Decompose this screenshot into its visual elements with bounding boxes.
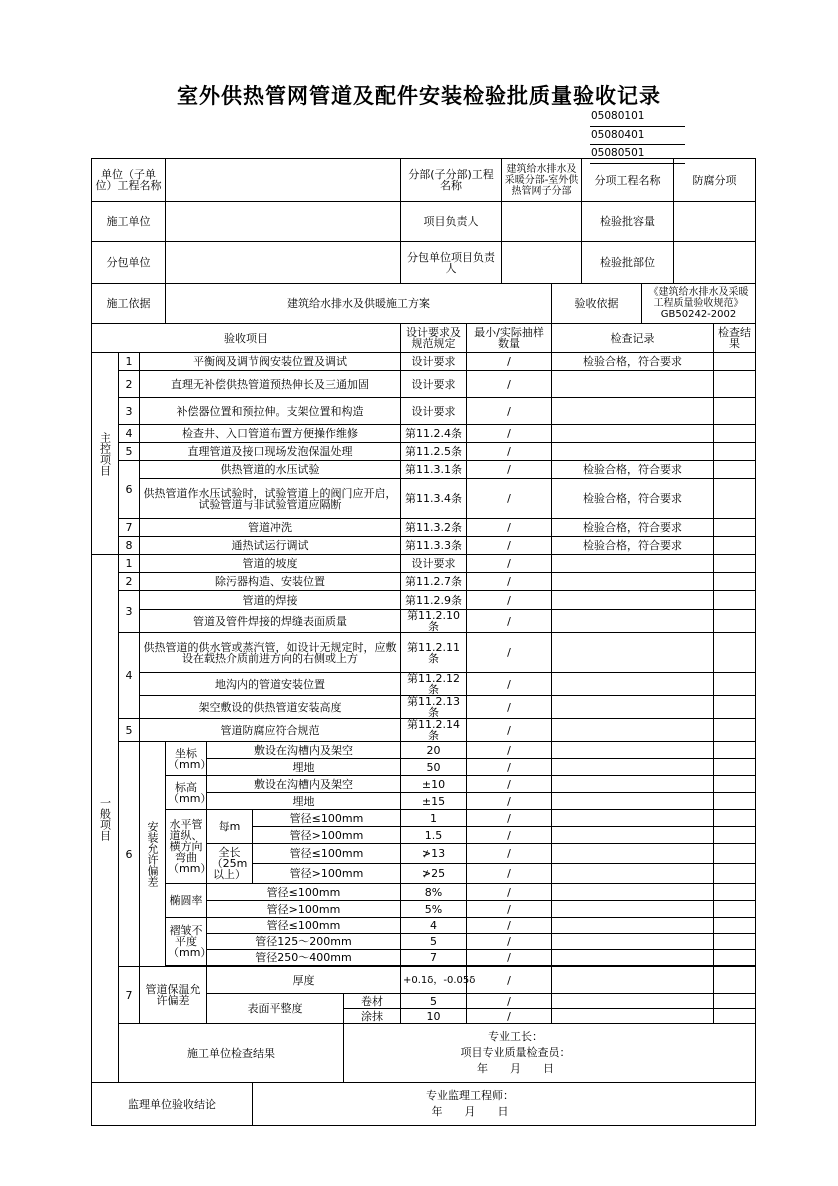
- thickness-req: +0.1δ，-0.05δ: [401, 967, 467, 994]
- dev-sample[interactable]: /: [467, 776, 552, 793]
- item-text: 管道的坡度: [140, 555, 401, 573]
- oval-label: 椭圆率: [166, 884, 207, 918]
- dev-req: 1.5: [401, 827, 467, 844]
- item-result[interactable]: [714, 633, 756, 673]
- dev-record[interactable]: [552, 864, 714, 884]
- item-text: 直理无补偿供热管道预热伸长及三通加固: [140, 371, 401, 398]
- dev-record[interactable]: [552, 950, 714, 966]
- dev-result[interactable]: [714, 844, 756, 864]
- qc-label: 项目专业质量检查员：: [460, 1046, 571, 1059]
- dev-record[interactable]: [552, 759, 714, 776]
- supervisor-result-label: 监理单位验收结论: [92, 1083, 253, 1126]
- dev-req: ±15: [401, 793, 467, 810]
- item-sample[interactable]: /: [467, 425, 552, 443]
- item-sample[interactable]: /: [467, 696, 552, 719]
- item-result[interactable]: [714, 519, 756, 537]
- item-result[interactable]: [714, 398, 756, 425]
- dev-sample[interactable]: /: [467, 918, 552, 934]
- item-result[interactable]: [714, 537, 756, 555]
- item-req: 第11.2.14条: [401, 719, 467, 742]
- dev-text: 管径≤100mm: [253, 844, 401, 864]
- main-items-label: 主控项目: [92, 353, 119, 555]
- surface-label: 表面平整度: [207, 994, 344, 1024]
- dev-record[interactable]: [552, 844, 714, 864]
- dev-result[interactable]: [714, 901, 756, 918]
- item-req: 第11.2.9条: [401, 591, 467, 610]
- col-sample: 最小/实际抽样数量: [467, 324, 552, 353]
- sub-pm-value[interactable]: [502, 242, 582, 284]
- contractor-result-label: 施工单位检查结果: [119, 1024, 344, 1083]
- item-result[interactable]: [714, 673, 756, 696]
- dev-sample[interactable]: /: [467, 793, 552, 810]
- item-sample[interactable]: /: [467, 519, 552, 537]
- dev-sample[interactable]: /: [467, 742, 552, 759]
- item-record[interactable]: 检验合格，符合要求: [552, 537, 714, 555]
- item-req: 第11.3.3条: [401, 537, 467, 555]
- item-req: 第11.3.4条: [401, 479, 467, 519]
- dev-req: 4: [401, 918, 467, 934]
- dev-text: 埋地: [207, 793, 401, 810]
- item-req: 第11.3.2条: [401, 519, 467, 537]
- dev-sample[interactable]: /: [467, 810, 552, 827]
- item-record[interactable]: [552, 719, 714, 742]
- unit-label: 单位（子单位）工程名称: [92, 159, 166, 202]
- accept-basis-value: 《建筑给水排水及采暖工程质量验收规范》GB50242-2002: [642, 284, 756, 324]
- item-no: 1: [119, 555, 140, 573]
- item-no: 3: [119, 398, 140, 425]
- subcontractor-label: 分包单位: [92, 242, 166, 284]
- basis-value: 建筑给水排水及供暖施工方案: [166, 284, 552, 324]
- dev-record[interactable]: [552, 776, 714, 793]
- dev-sample[interactable]: /: [467, 827, 552, 844]
- item-no: 5: [119, 443, 140, 461]
- item-sample[interactable]: /: [467, 633, 552, 673]
- foreman-label: 专业工长：: [488, 1030, 543, 1043]
- insul-sample[interactable]: /: [467, 1009, 552, 1024]
- dev-result[interactable]: [714, 864, 756, 884]
- dev-result[interactable]: [714, 793, 756, 810]
- item-sample[interactable]: /: [467, 673, 552, 696]
- supervisor-signature-block[interactable]: [253, 1083, 756, 1126]
- item-result[interactable]: [714, 443, 756, 461]
- item-text: 平衡阀及调节阀安装位置及调试: [140, 353, 401, 371]
- roll-req: 5: [401, 994, 467, 1009]
- dev-req: ±10: [401, 776, 467, 793]
- deviation-label: 安装允许偏差: [140, 742, 166, 967]
- dev-req: 5%: [401, 901, 467, 918]
- item-sample[interactable]: /: [467, 555, 552, 573]
- insul-sample[interactable]: /: [467, 994, 552, 1009]
- item-no: 8: [119, 537, 140, 555]
- item-sample[interactable]: /: [467, 443, 552, 461]
- dev-sample[interactable]: /: [467, 934, 552, 950]
- item-text: 除污器构造、安装位置: [140, 573, 401, 591]
- col-item: 验收项目: [92, 324, 401, 353]
- item-req: 第11.2.7条: [401, 573, 467, 591]
- dev-result[interactable]: [714, 884, 756, 901]
- item-record[interactable]: 检验合格，符合要求: [552, 461, 714, 479]
- item-sample[interactable]: /: [467, 573, 552, 591]
- item-req: 第11.2.4条: [401, 425, 467, 443]
- item-text: 供热管道的水压试验: [140, 461, 401, 479]
- sub-pm-label: 分包单位项目负责人: [401, 242, 502, 284]
- dev-text: 管径≤100mm: [253, 810, 401, 827]
- item-result[interactable]: [714, 696, 756, 719]
- item-no: 5: [119, 719, 140, 742]
- item-record[interactable]: [552, 610, 714, 633]
- item-result[interactable]: [714, 573, 756, 591]
- item-record[interactable]: [552, 633, 714, 673]
- dev-result[interactable]: [714, 742, 756, 759]
- dev-record[interactable]: [552, 884, 714, 901]
- item-no: 7: [119, 519, 140, 537]
- contractor-value[interactable]: [166, 202, 401, 242]
- dev-req: 50: [401, 759, 467, 776]
- item-text: 管道及管件焊接的焊缝表面质量: [140, 610, 401, 633]
- item-req: 第11.2.10条: [401, 610, 467, 633]
- item-text: 供热管道作水压试验时，试验管道上的阀门应开启，试验管道与非试验管道应隔断: [140, 479, 401, 519]
- dev-sample[interactable]: /: [467, 901, 552, 918]
- dev-sample[interactable]: /: [467, 950, 552, 966]
- item-text: 架空敷设的供热管道安装高度: [140, 696, 401, 719]
- item-text: 管道的焊接: [140, 591, 401, 610]
- insul-record[interactable]: [552, 967, 714, 994]
- dev-text: 敷设在沟槽内及架空: [207, 776, 401, 793]
- item-record[interactable]: 检验合格，符合要求: [552, 479, 714, 519]
- dev-text: 敷设在沟槽内及架空: [207, 742, 401, 759]
- insul-sample[interactable]: /: [467, 967, 552, 994]
- dev-record[interactable]: [552, 901, 714, 918]
- item-record[interactable]: [552, 398, 714, 425]
- subitem-label: 分项工程名称: [582, 159, 674, 202]
- item-no: 2: [119, 371, 140, 398]
- item-record[interactable]: [552, 591, 714, 610]
- item-req: 第11.3.1条: [401, 461, 467, 479]
- item-record[interactable]: [552, 371, 714, 398]
- insul-result[interactable]: [714, 1009, 756, 1024]
- item-text: 检查井、入口管道布置方便操作维修: [140, 425, 401, 443]
- dev-text: 管径≤100mm: [207, 918, 401, 934]
- item-no: 4: [119, 425, 140, 443]
- engineer-label: 专业监理工程师：: [426, 1089, 514, 1102]
- insulation-label: 管道保温允许偏差: [140, 967, 207, 1024]
- item-sample[interactable]: /: [467, 353, 552, 371]
- item-result[interactable]: [714, 353, 756, 371]
- code-2: 05080401: [590, 127, 685, 146]
- dev-req: 5: [401, 934, 467, 950]
- item-result[interactable]: [714, 425, 756, 443]
- capacity-value[interactable]: [674, 202, 756, 242]
- item-record[interactable]: 检验合格，符合要求: [552, 519, 714, 537]
- item-result[interactable]: [714, 591, 756, 610]
- item-req: 设计要求: [401, 398, 467, 425]
- item-req: 设计要求: [401, 371, 467, 398]
- item-record[interactable]: [552, 555, 714, 573]
- contractor-signature-block[interactable]: [344, 1024, 756, 1083]
- dev-record[interactable]: [552, 742, 714, 759]
- dev-result[interactable]: [714, 759, 756, 776]
- dev-req: 8%: [401, 884, 467, 901]
- item-text: 直理管道及接口现场发泡保温处理: [140, 443, 401, 461]
- item-result[interactable]: [714, 479, 756, 519]
- insul-result[interactable]: [714, 967, 756, 994]
- general-items-label: 一般项目: [92, 555, 119, 1083]
- col-design: 设计要求及规范规定: [401, 324, 467, 353]
- item-result[interactable]: [714, 555, 756, 573]
- dev-req: 7: [401, 950, 467, 966]
- dev-record[interactable]: [552, 810, 714, 827]
- item-record[interactable]: [552, 573, 714, 591]
- item-req: 第11.2.13条: [401, 696, 467, 719]
- item-record[interactable]: [552, 696, 714, 719]
- dev-req: 20: [401, 742, 467, 759]
- item-sample[interactable]: /: [467, 479, 552, 519]
- thickness-label: 厚度: [207, 967, 401, 994]
- dev-text: 管径>100mm: [207, 901, 401, 918]
- dev-record[interactable]: [552, 934, 714, 950]
- item-no: 1: [119, 353, 140, 371]
- item-no: 6: [119, 742, 140, 967]
- item-text: 供热管道的供水管或蒸汽管，如设计无规定时，应敷设在载热介质前进方向的右侧或上方: [140, 633, 401, 673]
- item-text: 管道冲洗: [140, 519, 401, 537]
- location-value[interactable]: [674, 242, 756, 284]
- dev-text: 管径125～200mm: [207, 934, 401, 950]
- dev-result[interactable]: [714, 810, 756, 827]
- dev-result[interactable]: [714, 934, 756, 950]
- item-req: 设计要求: [401, 555, 467, 573]
- item-text: 地沟内的管道安装位置: [140, 673, 401, 696]
- dev-sample[interactable]: /: [467, 844, 552, 864]
- dev-result[interactable]: [714, 918, 756, 934]
- dev-text: 管径≤100mm: [207, 884, 401, 901]
- pm-label: 项目负责人: [401, 202, 502, 242]
- roll-label: 卷材: [344, 994, 401, 1009]
- item-result[interactable]: [714, 461, 756, 479]
- contractor-date: 年 月 日: [477, 1062, 554, 1075]
- item-record[interactable]: 检验合格，符合要求: [552, 353, 714, 371]
- item-no: 4: [119, 633, 140, 719]
- contractor-label: 施工单位: [92, 202, 166, 242]
- item-result[interactable]: [714, 371, 756, 398]
- code-1: 05080101: [590, 108, 685, 127]
- elev-label: 标高（mm）: [166, 776, 207, 810]
- full-len-label: 全长（25m以上）: [207, 844, 253, 884]
- item-sample[interactable]: /: [467, 719, 552, 742]
- item-record[interactable]: [552, 673, 714, 696]
- subitem-value[interactable]: 防腐分项: [674, 159, 756, 202]
- item-req: 第11.2.12条: [401, 673, 467, 696]
- fold-label: 褶皱不平度（mm）: [166, 918, 207, 966]
- item-text: 补偿器位置和预拉伸。支架位置和构造: [140, 398, 401, 425]
- code-3: 05080501: [590, 145, 685, 164]
- coord-label: 坐标（mm）: [166, 742, 207, 776]
- dev-record[interactable]: [552, 827, 714, 844]
- item-sample[interactable]: /: [467, 537, 552, 555]
- dev-text: 管径>100mm: [253, 827, 401, 844]
- dev-text: 埋地: [207, 759, 401, 776]
- unit-value[interactable]: [166, 159, 401, 202]
- subcontractor-value[interactable]: [166, 242, 401, 284]
- item-no: 7: [119, 967, 140, 1024]
- item-no: 6: [119, 461, 140, 519]
- dev-text: 管径250～400mm: [207, 950, 401, 966]
- item-result[interactable]: [714, 610, 756, 633]
- location-label: 检验批部位: [582, 242, 674, 284]
- col-record: 检查记录: [552, 324, 714, 353]
- page-title: 室外供热管网管道及配件安装检验批质量验收记录: [177, 83, 661, 108]
- dev-sample[interactable]: /: [467, 759, 552, 776]
- supervisor-date: 年 月 日: [431, 1105, 509, 1118]
- dev-result[interactable]: [714, 776, 756, 793]
- insul-record[interactable]: [552, 994, 714, 1009]
- item-sample[interactable]: /: [467, 610, 552, 633]
- item-req: 第11.2.11条: [401, 633, 467, 673]
- coat-label: 涂抹: [344, 1009, 401, 1024]
- batch-codes: [590, 108, 685, 164]
- insul-result[interactable]: [714, 994, 756, 1009]
- dev-sample[interactable]: /: [467, 884, 552, 901]
- item-no: 2: [119, 573, 140, 591]
- bend-label: 水平管道纵、横方向弯曲（mm）: [166, 810, 207, 884]
- dev-record[interactable]: [552, 793, 714, 810]
- division-value[interactable]: 建筑给水排水及采暖分部-室外供热管网子分部: [502, 159, 582, 202]
- item-sample[interactable]: /: [467, 398, 552, 425]
- accept-basis-label: 验收依据: [552, 284, 642, 324]
- item-record[interactable]: [552, 425, 714, 443]
- division-label: 分部(子分部)工程名称: [401, 159, 502, 202]
- item-text: 通热试运行调试: [140, 537, 401, 555]
- item-result[interactable]: [714, 719, 756, 742]
- item-no: 3: [119, 591, 140, 633]
- per-m-label: 每m: [207, 810, 253, 844]
- pm-value[interactable]: [502, 202, 582, 242]
- dev-text: 管径>100mm: [253, 864, 401, 884]
- inspection-table: [91, 158, 756, 1126]
- item-req: 第11.2.5条: [401, 443, 467, 461]
- item-sample[interactable]: /: [467, 461, 552, 479]
- dev-req: ≯25: [401, 864, 467, 884]
- basis-label: 施工依据: [92, 284, 166, 324]
- dev-req: 1: [401, 810, 467, 827]
- capacity-label: 检验批容量: [582, 202, 674, 242]
- item-sample[interactable]: /: [467, 591, 552, 610]
- dev-result[interactable]: [714, 950, 756, 966]
- item-req: 设计要求: [401, 353, 467, 371]
- dev-result[interactable]: [714, 827, 756, 844]
- item-record[interactable]: [552, 443, 714, 461]
- col-result: 检查结果: [714, 324, 756, 353]
- insul-record[interactable]: [552, 1009, 714, 1024]
- item-text: 管道防腐应符合规范: [140, 719, 401, 742]
- dev-record[interactable]: [552, 918, 714, 934]
- coat-req: 10: [401, 1009, 467, 1024]
- dev-sample[interactable]: /: [467, 864, 552, 884]
- item-sample[interactable]: /: [467, 371, 552, 398]
- dev-req: ≯13: [401, 844, 467, 864]
